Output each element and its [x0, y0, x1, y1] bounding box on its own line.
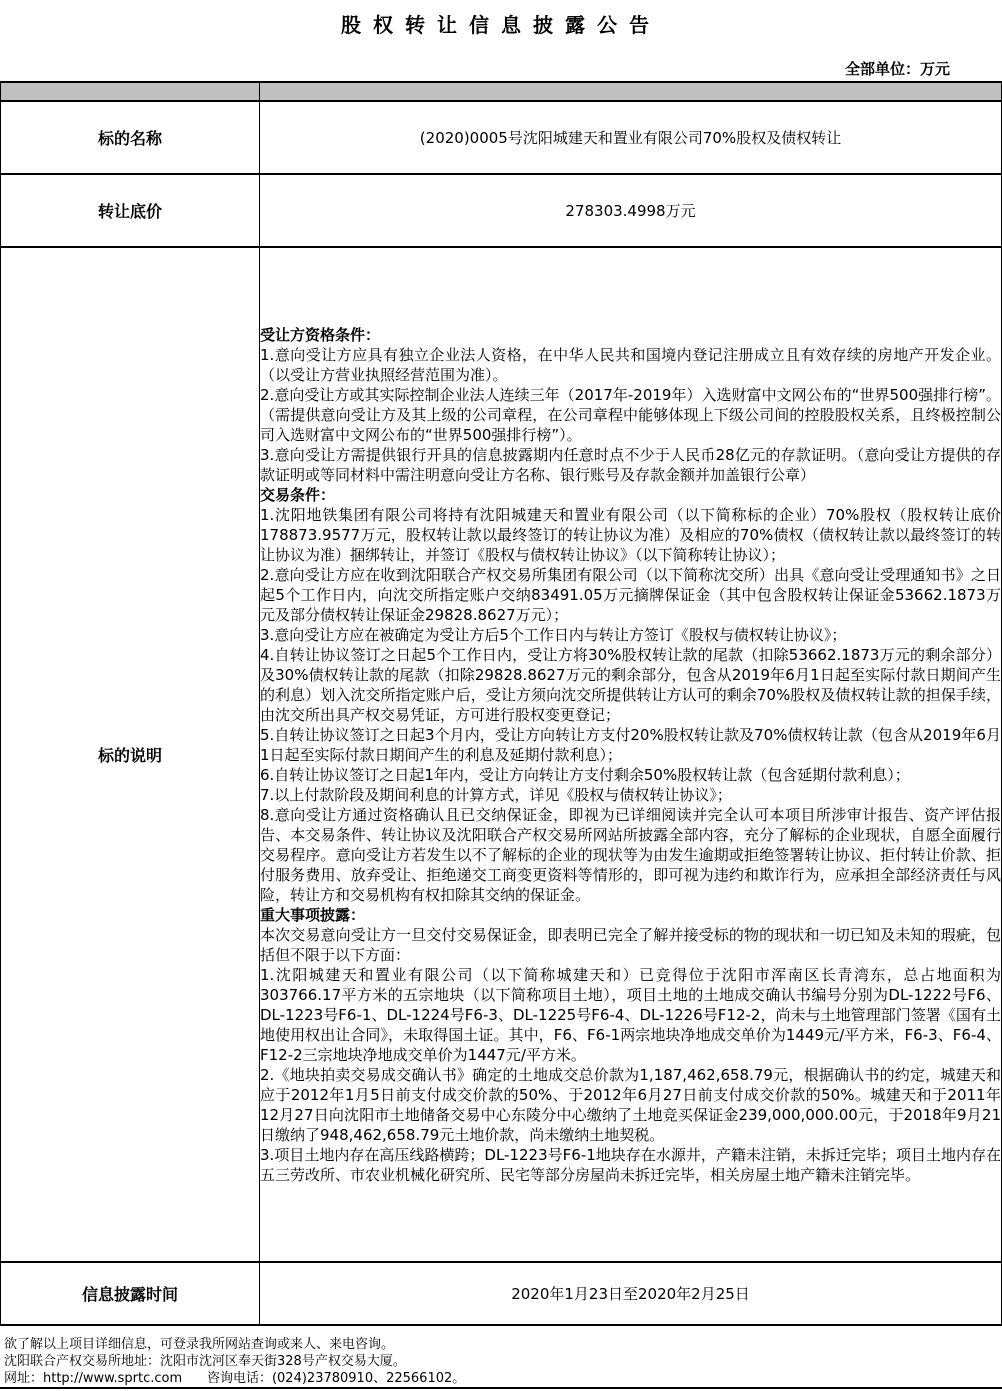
description-paragraph: 1.意向受让方应具有独立企业法人资格，在中华人民共和国境内登记注册成立且有效存续的房地产开发企业。（以受让方营业执照经营范围为准）。: [260, 345, 1001, 384]
description-paragraph: 2.意向受让方或其实际控制企业法人连续三年（2017年-2019年）入选财富中文网公布的“世界500强排行榜”。（需提供意向受让方及其上级的公司章程，在公司章程中能够体现上下级公司间的控股股权关系，且终极控制公司入选财富中文网公布的“世界500强排行榜”）。: [260, 385, 1001, 444]
base-price-label: 转让底价: [1, 174, 260, 247]
description-paragraph: 3.项目土地内存在高压线路横跨；DL-1223号F6-1地块存在水源井，产籍未注销，未拆迁完毕；项目土地内存在五三劳改所、市农业机械化研究所、民宅等部分房屋尚未拆迁完毕，相关房屋土地产籍未注销完毕。: [260, 1145, 1001, 1184]
description-section-heading: 交易条件：: [260, 485, 336, 504]
description-paragraph: 4.自转让协议签订之日起5个工作日内，受让方将30%股权转让款的尾款（扣除53662.1873万元的剩余部分）及30%债权转让款的尾款（扣除29828.8627万元的剩余部分，包含从2019年6月1日起至实际付款日期间产生的利息）划入沈交所指定账户后，受让方须向沈交所提供转让方认可的剩余70%股权及债权转让款的担保手续，由沈交所出具产权交易凭证，方可进行股权变更登记；: [260, 645, 1001, 724]
unit-note: 全部单位：万元: [844, 60, 950, 78]
disclosure-period-label: 信息披露时间: [1, 1262, 260, 1325]
footer: [0, 1326, 1002, 1389]
description-paragraph: 3.意向受让方应在被确定为受让方后5个工作日内与转让方签订《股权与债权转让协议》；: [260, 625, 847, 644]
description-paragraph: 5.自转让协议签订之日起3个月内，受让方向转让方支付20%股权转让款及70%债权转让款（包含从2019年6月1日起至实际付款日期间产生的利息及延期付款利息）；: [260, 725, 1001, 764]
description-paragraph: 8.意向受让方通过资格确认且已交纳保证金，即视为已详细阅读并完全认可本项目所涉审计报告、资产评估报告、本交易条件、转让协议及沈阳联合产权交易所网站所披露全部内容，充分了解标的企业现状，自愿全面履行交易程序。意向受让方若发生以不了解标的企业的现状等为由发生逾期或拒绝签署转让协议、拒付转让价款、拒付服务费用、放弃受让、拒绝递交工商变更资料等情形的，即可视为违约和欺诈行为，应承担全部经济责任与风险，转让方和交易机构有权扣除其交纳的保证金。: [260, 805, 1001, 904]
footer-line: 网址：http://www.sprtc.com 咨询电话：(024)23780910、22566102。: [4, 1371, 466, 1386]
table-row-base-price: [1, 174, 1002, 247]
disclosure-period-value: 2020年1月23日至2020年2月25日: [260, 1262, 1002, 1325]
description-paragraph: 2.《地块拍卖交易成交确认书》确定的土地成交总价款为1,187,462,658.79元，根据确认书的约定，城建天和应于2012年1月5日前支付成交价款的50%、于2012年6月27日前支付成交价款的50%。城建天和于2011年12月27日向沈阳市土地储备交易中心东陵分中心缴纳了土地竞买保证金239,000,000.00元，于2018年9月21日缴纳了948,462,658.79元土地价款，尚未缴纳土地契税。: [260, 1065, 1001, 1144]
header-value-cell: [260, 82, 1002, 101]
disclosure-table: [0, 81, 1002, 1326]
description-section-heading: 重大事项披露：: [260, 905, 366, 924]
table-header-row: [1, 82, 1002, 101]
page-title: 股权转让信息披露公告: [341, 13, 661, 37]
description-paragraph: 本次交易意向受让方一旦交付交易保证金，即表明已完全了解并接受标的物的现状和一切已知及未知的瑕疵，包括但不限于以下方面：: [260, 925, 1001, 964]
description-paragraph: 7.以上付款阶段及期间利息的计算方式，详见《股权与债权转让协议》；: [260, 785, 732, 804]
description-section-heading: 受让方资格条件：: [260, 325, 381, 344]
description-paragraph: 3.意向受让方需提供银行开具的信息披露期内任意时点不少于人民币28亿元的存款证明。（意向受让方提供的存款证明或等同材料中需注明意向受让方名称、银行账号及存款金额并加盖银行公章）: [260, 445, 1001, 484]
base-price-value: 278303.4998万元: [260, 174, 1002, 247]
table-row-disclosure-period: [1, 1262, 1002, 1325]
description-paragraph: 6.自转让协议签订之日起1年内，受让方向转让方支付剩余50%股权转让款（包含延期付款利息）；: [260, 765, 910, 784]
description-paragraph: 1.沈阳城建天和置业有限公司（以下简称城建天和）已竞得位于沈阳市浑南区长青湾东，总占地面积为303766.17平方米的五宗地块（以下简称项目土地），项目土地的土地成交确认书编号分别为DL-1222号F6、DL-1223号F6-1、DL-1224号F6-3、DL-1225号F6-4、DL-1226号F12-2，尚未与土地管理部门签署《国有土地使用权出让合同》，未取得国土证。其中，F6、F6-1两宗地块净地成交单价为1449元/平方米，F6-3、F6-4、F12-2三宗地块净地成交单价为1447元/平方米。: [260, 965, 1001, 1064]
table-row-subject-name: [1, 101, 1002, 174]
description-content: [260, 247, 1002, 1262]
description-label: 标的说明: [1, 247, 260, 1262]
description-paragraph: 2.意向受让方应在收到沈阳联合产权交易所集团有限公司（以下简称沈交所）出具《意向受让受理通知书》之日起5个工作日内，向沈交所指定账户交纳83491.05万元摘牌保证金（其中包含股权转让保证金53662.1873万元及部分债权转让保证金29828.8627万元）；: [260, 565, 1001, 624]
description-paragraph: 1.沈阳地铁集团有限公司将持有沈阳城建天和置业有限公司（以下简称标的企业）70%股权（股权转让底价178873.9577万元，股权转让款以最终签订的转让协议为准）及相应的70%债权（债权转让款以最终签订的转让协议为准）捆绑转让，并签订《股权与债权转让协议》（以下简称转让协议）；: [260, 505, 1001, 564]
footer-line: 欲了解以上项目详细信息，可登录我所网站查询或来人、来电咨询。: [4, 1337, 395, 1352]
footer-line: 沈阳联合产权交易所地址：沈阳市沈河区奉天街328号产权交易大厦。: [4, 1354, 406, 1369]
subject-name-value: (2020)0005号沈阳城建天和置业有限公司70%股权及债权转让: [260, 101, 1002, 174]
header-label-cell: [1, 82, 260, 101]
table-row-description: [1, 247, 1002, 1262]
subject-name-label: 标的名称: [1, 101, 260, 174]
